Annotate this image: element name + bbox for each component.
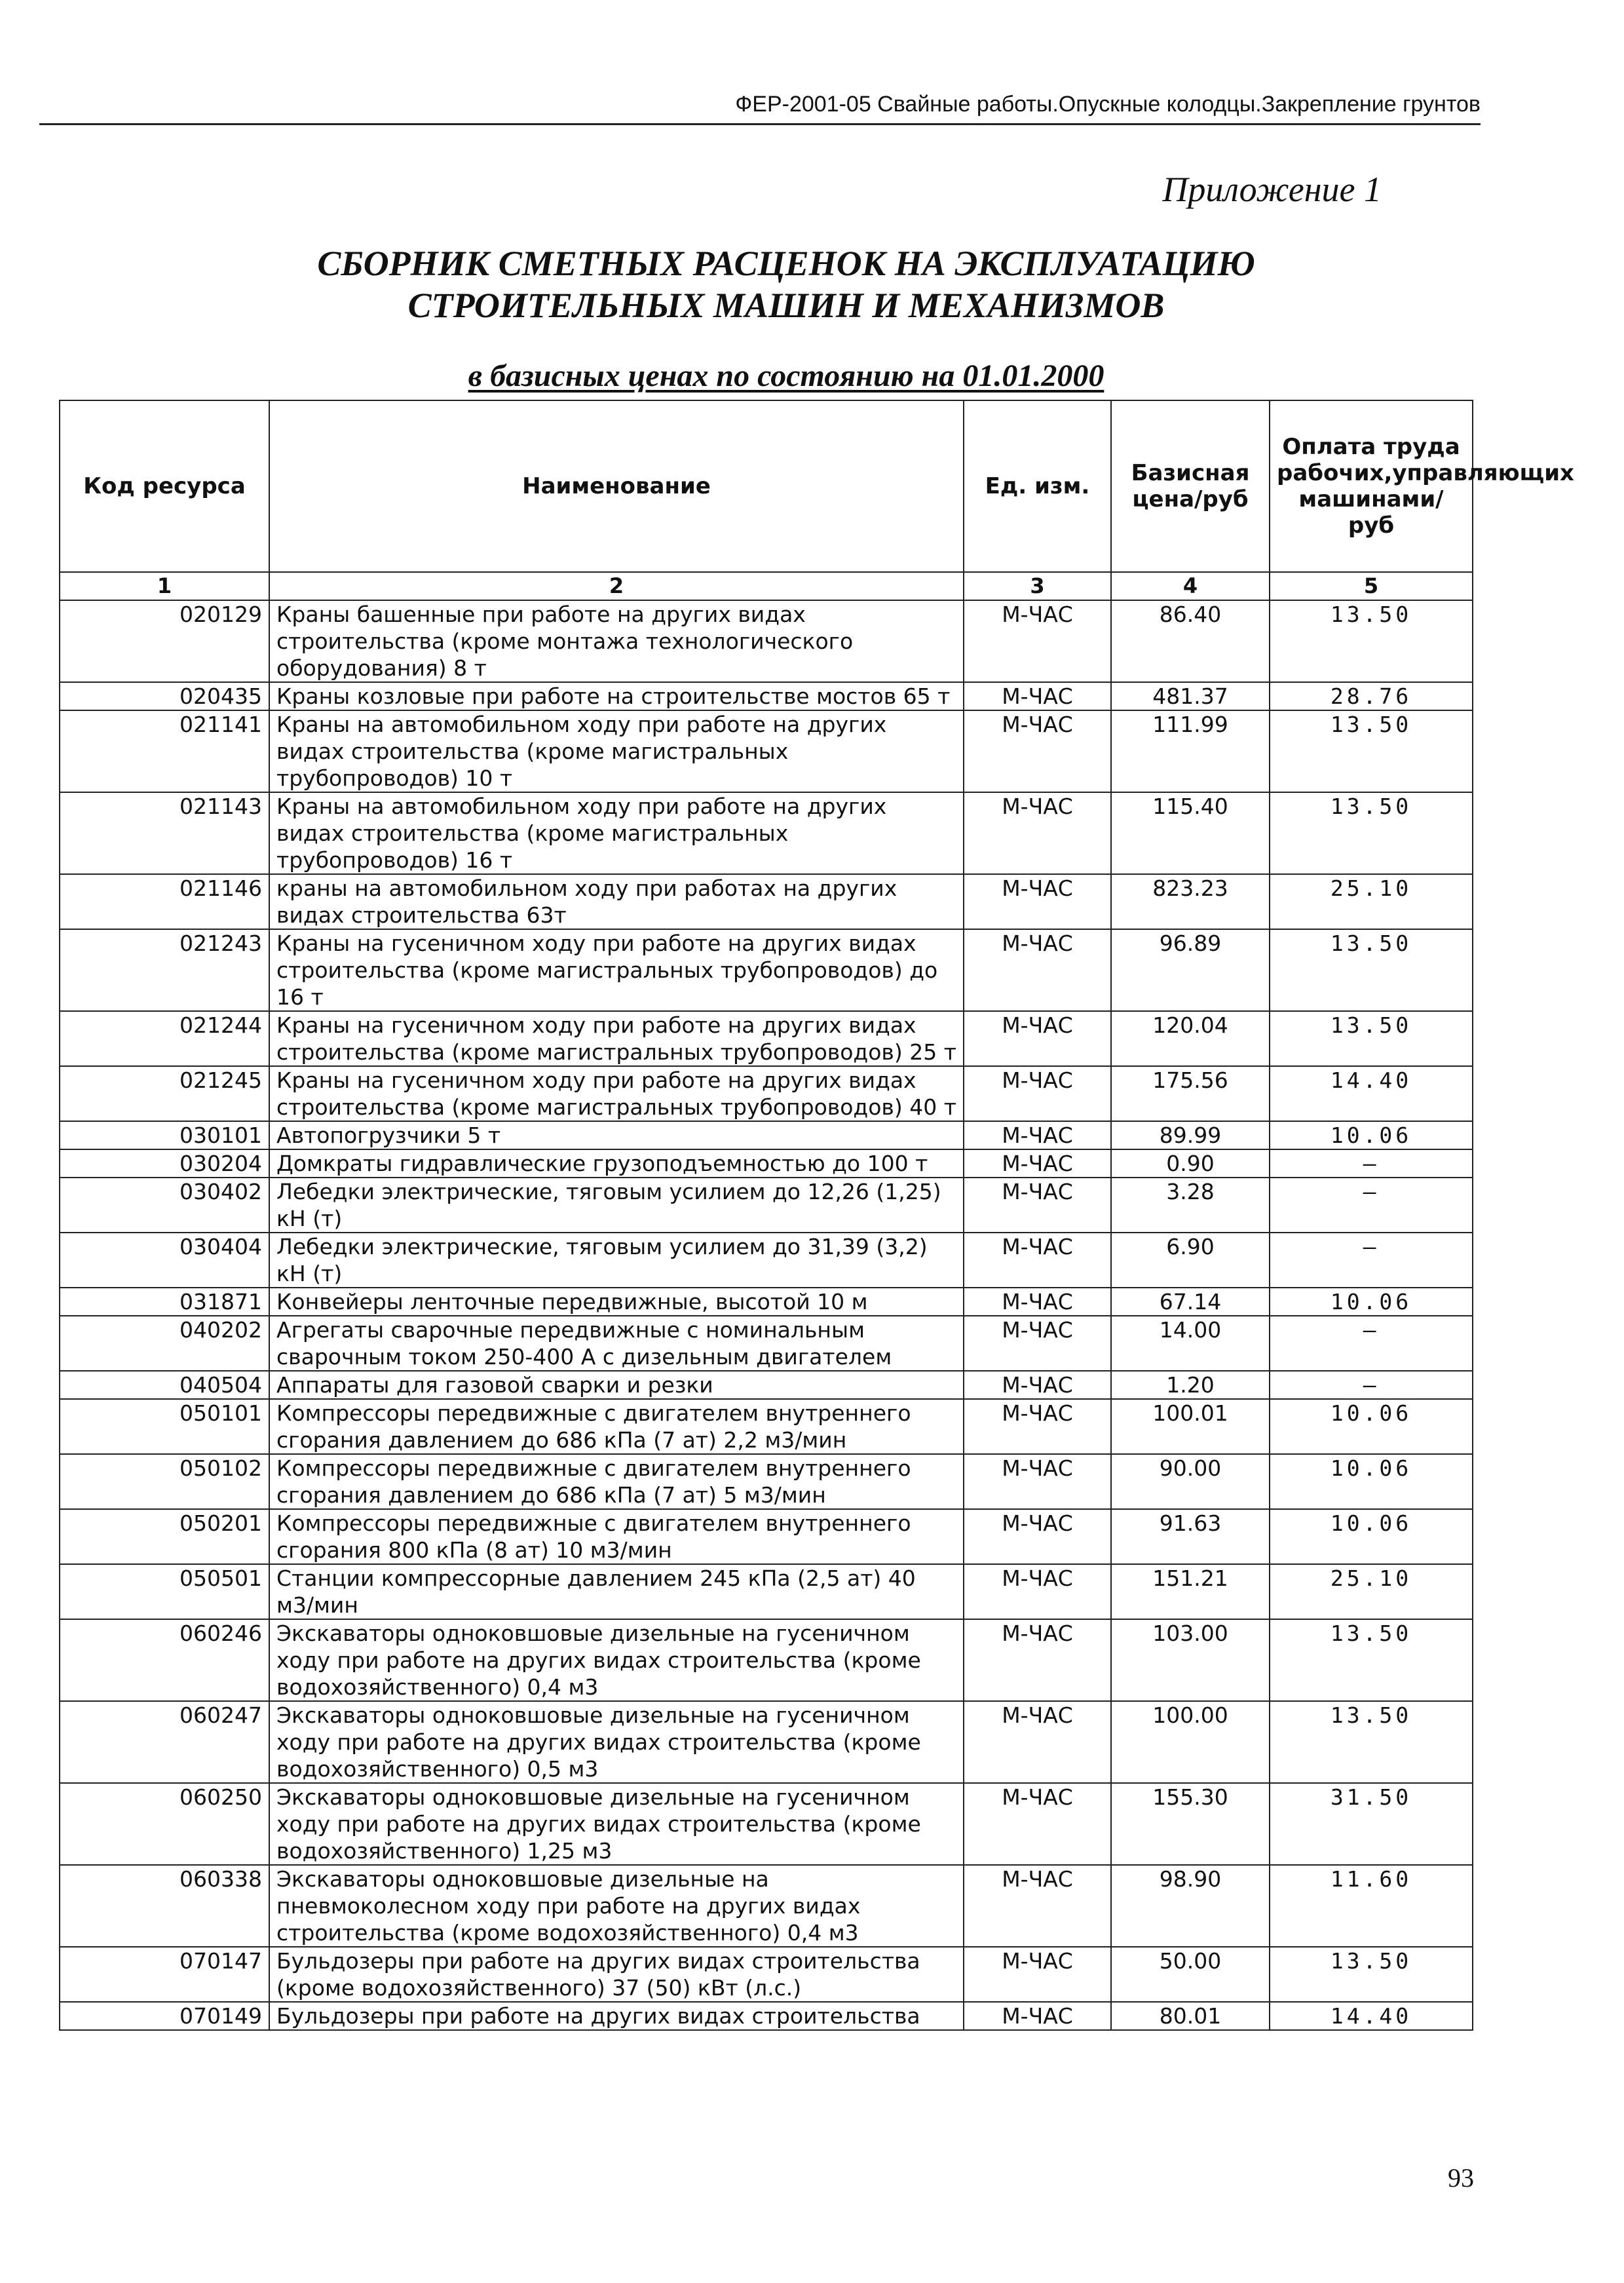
operator-wage: 14.40 (1270, 2002, 1473, 2030)
resource-name: Бульдозеры при работе на других видах строительства (кроме водохозяйственного) 37 (50) кВт (л.с.) (269, 1947, 964, 2002)
base-price: 103.00 (1111, 1619, 1270, 1701)
operator-wage: 13.50 (1270, 1947, 1473, 2002)
table-row (60, 1316, 1473, 1371)
base-price: 91.63 (1111, 1509, 1270, 1564)
operator-wage: 13.50 (1270, 1619, 1473, 1701)
resource-name: Экскаваторы одноковшовые дизельные на пневмоколесном ходу при работе на других видах строительства (кроме водохозяйственного) 0,4 м3 (269, 1865, 964, 1947)
resource-name: Краны козловые при работе на строительстве мостов 65 т (269, 682, 964, 710)
resource-name: краны на автомобильном ходу при работах на других видах строительства 63т (269, 874, 964, 929)
resource-name: Краны на автомобильном ходу при работе на других видах строительства (кроме магистральных трубопроводов) 10 т (269, 710, 964, 792)
unit-of-measure: М-ЧАС (964, 2002, 1111, 2030)
base-price: 3.28 (1111, 1178, 1270, 1233)
column-number: 3 (964, 572, 1111, 600)
resource-code: 030404 (60, 1233, 269, 1288)
unit-of-measure: М-ЧАС (964, 1149, 1111, 1178)
unit-of-measure: М-ЧАС (964, 1316, 1111, 1371)
resource-code: 030204 (60, 1149, 269, 1178)
resource-name: Компрессоры передвижные с двигателем внутреннего сгорания давлением до 686 кПа (7 ат) 5 м3/мин (269, 1454, 964, 1509)
unit-of-measure: М-ЧАС (964, 1564, 1111, 1619)
base-price: 100.00 (1111, 1701, 1270, 1783)
appendix-label: Приложение 1 (1162, 170, 1382, 209)
operator-wage: 10.06 (1270, 1288, 1473, 1316)
rates-table (59, 400, 1574, 2031)
table-row (60, 1288, 1473, 1316)
table-row (60, 1371, 1473, 1399)
base-price: 100.01 (1111, 1399, 1270, 1454)
base-price: 111.99 (1111, 710, 1270, 792)
unit-of-measure: М-ЧАС (964, 1509, 1111, 1564)
column-header-name: Наименование (269, 400, 964, 572)
column-number: 2 (269, 572, 964, 600)
resource-name: Лебедки электрические, тяговым усилием до 12,26 (1,25) кН (т) (269, 1178, 964, 1233)
resource-code: 030402 (60, 1178, 269, 1233)
unit-of-measure: М-ЧАС (964, 792, 1111, 874)
base-price: 98.90 (1111, 1865, 1270, 1947)
column-header-code: Код ресурса (60, 400, 269, 572)
unit-of-measure: М-ЧАС (964, 1783, 1111, 1865)
resource-name: Автопогрузчики 5 т (269, 1121, 964, 1149)
resource-name: Домкраты гидравлические грузоподъемностью до 100 т (269, 1149, 964, 1178)
operator-wage: 13.50 (1270, 792, 1473, 874)
unit-of-measure: М-ЧАС (964, 874, 1111, 929)
table-body (60, 600, 1473, 2030)
operator-wage: — (1270, 1233, 1473, 1288)
table-row (60, 1066, 1473, 1121)
base-price: 0.90 (1111, 1149, 1270, 1178)
base-price: 175.56 (1111, 1066, 1270, 1121)
resource-code: 021141 (60, 710, 269, 792)
unit-of-measure: М-ЧАС (964, 1178, 1111, 1233)
base-price: 120.04 (1111, 1011, 1270, 1066)
unit-of-measure: М-ЧАС (964, 1701, 1111, 1783)
table-row (60, 1509, 1473, 1564)
title-line-2: СТРОИТЕЛЬНЫХ МАШИН И МЕХАНИЗМОВ (407, 286, 1165, 325)
resource-name: Аппараты для газовой сварки и резки (269, 1371, 964, 1399)
table-row (60, 1564, 1473, 1619)
resource-code: 050201 (60, 1509, 269, 1564)
base-price: 6.90 (1111, 1233, 1270, 1288)
unit-of-measure: М-ЧАС (964, 1619, 1111, 1701)
resource-code: 070149 (60, 2002, 269, 2030)
document-title (197, 242, 1376, 326)
base-price: 86.40 (1111, 600, 1270, 682)
base-price: 151.21 (1111, 1564, 1270, 1619)
table-row (60, 1619, 1473, 1701)
operator-wage: 10.06 (1270, 1399, 1473, 1454)
resource-code: 060338 (60, 1865, 269, 1947)
column-header-unit: Ед. изм. (964, 400, 1111, 572)
unit-of-measure: М-ЧАС (964, 600, 1111, 682)
resource-code: 021146 (60, 874, 269, 929)
unit-of-measure: М-ЧАС (964, 710, 1111, 792)
table-row (60, 1947, 1473, 2002)
resource-name: Бульдозеры при работе на других видах строительства (269, 2002, 964, 2030)
unit-of-measure: М-ЧАС (964, 1066, 1111, 1121)
table-row (60, 874, 1473, 929)
table-row (60, 682, 1473, 710)
unit-of-measure: М-ЧАС (964, 1947, 1111, 2002)
unit-of-measure: М-ЧАС (964, 1233, 1111, 1288)
unit-of-measure: М-ЧАС (964, 1399, 1111, 1454)
unit-of-measure: М-ЧАС (964, 1371, 1111, 1399)
resource-name: Экскаваторы одноковшовые дизельные на гусеничном ходу при работе на других видах строительства (кроме водохозяйственного) 0,4 м3 (269, 1619, 964, 1701)
resource-name: Компрессоры передвижные с двигателем внутреннего сгорания давлением до 686 кПа (7 ат) 2,2 м3/мин (269, 1399, 964, 1454)
operator-wage: 28.76 (1270, 682, 1473, 710)
running-header: ФЕР-2001-05 Свайные работы.Опускные колодцы.Закрепление грунтов (735, 92, 1481, 117)
table-row (60, 792, 1473, 874)
table-row (60, 2002, 1473, 2030)
unit-of-measure: М-ЧАС (964, 682, 1111, 710)
resource-name: Экскаваторы одноковшовые дизельные на гусеничном ходу при работе на других видах строительства (кроме водохозяйственного) 1,25 м3 (269, 1783, 964, 1865)
table-row (60, 1121, 1473, 1149)
resource-code: 021143 (60, 792, 269, 874)
resource-name: Краны на гусеничном ходу при работе на других видах строительства (кроме магистральных трубопроводов) 25 т (269, 1011, 964, 1066)
table-row (60, 600, 1473, 682)
table-row (60, 1701, 1473, 1783)
resource-code: 050501 (60, 1564, 269, 1619)
resource-name: Краны на гусеничном ходу при работе на других видах строительства (кроме магистральных трубопроводов) 40 т (269, 1066, 964, 1121)
column-number: 4 (1111, 572, 1270, 600)
resource-code: 070147 (60, 1947, 269, 2002)
base-price: 67.14 (1111, 1288, 1270, 1316)
resource-code: 050102 (60, 1454, 269, 1509)
resource-name: Станции компрессорные давлением 245 кПа (2,5 ат) 40 м3/мин (269, 1564, 964, 1619)
unit-of-measure: М-ЧАС (964, 1011, 1111, 1066)
base-price: 89.99 (1111, 1121, 1270, 1149)
column-header-wage: Оплата труда рабочих,управляющих машинами/руб (1270, 400, 1473, 572)
column-header-price: Базисная цена/руб (1111, 400, 1270, 572)
resource-code: 021244 (60, 1011, 269, 1066)
table-row (60, 1454, 1473, 1509)
resource-name: Лебедки электрические, тяговым усилием до 31,39 (3,2) кН (т) (269, 1233, 964, 1288)
operator-wage: 25.10 (1270, 874, 1473, 929)
operator-wage: 10.06 (1270, 1454, 1473, 1509)
resource-code: 020129 (60, 600, 269, 682)
base-price: 115.40 (1111, 792, 1270, 874)
base-price: 80.01 (1111, 2002, 1270, 2030)
column-number: 1 (60, 572, 269, 600)
table-row (60, 710, 1473, 792)
title-line-1: СБОРНИК СМЕТНЫХ РАСЦЕНОК НА ЭКСПЛУАТАЦИЮ (317, 244, 1255, 283)
operator-wage: 14.40 (1270, 1066, 1473, 1121)
resource-name: Конвейеры ленточные передвижные, высотой 10 м (269, 1288, 964, 1316)
operator-wage: — (1270, 1371, 1473, 1399)
resource-code: 060246 (60, 1619, 269, 1701)
resource-code: 050101 (60, 1399, 269, 1454)
base-price: 50.00 (1111, 1947, 1270, 2002)
resource-code: 021243 (60, 929, 269, 1011)
column-number-row (60, 572, 1473, 600)
table-row (60, 1149, 1473, 1178)
column-number: 5 (1270, 572, 1473, 600)
resource-name: Экскаваторы одноковшовые дизельные на гусеничном ходу при работе на других видах строительства (кроме водохозяйственного) 0,5 м3 (269, 1701, 964, 1783)
unit-of-measure: М-ЧАС (964, 929, 1111, 1011)
base-price: 90.00 (1111, 1454, 1270, 1509)
base-price: 14.00 (1111, 1316, 1270, 1371)
base-price: 96.89 (1111, 929, 1270, 1011)
resource-code: 040504 (60, 1371, 269, 1399)
operator-wage: — (1270, 1149, 1473, 1178)
operator-wage: 11.60 (1270, 1865, 1473, 1947)
resource-code: 060247 (60, 1701, 269, 1783)
operator-wage: 10.06 (1270, 1509, 1473, 1564)
resource-name: Краны на гусеничном ходу при работе на других видах строительства (кроме магистральных трубопроводов) до 16 т (269, 929, 964, 1011)
header-rule (39, 123, 1481, 125)
table-row (60, 1233, 1473, 1288)
operator-wage: 25.10 (1270, 1564, 1473, 1619)
base-price: 155.30 (1111, 1783, 1270, 1865)
table-row (60, 1865, 1473, 1947)
resource-name: Краны на автомобильном ходу при работе на других видах строительства (кроме магистральных трубопроводов) 16 т (269, 792, 964, 874)
unit-of-measure: М-ЧАС (964, 1288, 1111, 1316)
resource-name: Агрегаты сварочные передвижные с номинальным сварочным током 250-400 А с дизельным двигателем (269, 1316, 964, 1371)
operator-wage: 13.50 (1270, 1701, 1473, 1783)
resource-code: 040202 (60, 1316, 269, 1371)
page-number: 93 (1448, 2163, 1474, 2193)
table-row (60, 929, 1473, 1011)
table-row (60, 1178, 1473, 1233)
document-subtitle: в базисных ценах по состоянию на 01.01.2000 (468, 358, 1105, 393)
resource-code: 030101 (60, 1121, 269, 1149)
base-price: 481.37 (1111, 682, 1270, 710)
table-row (60, 1399, 1473, 1454)
base-price: 823.23 (1111, 874, 1270, 929)
unit-of-measure: М-ЧАС (964, 1454, 1111, 1509)
table-header-row (60, 400, 1473, 572)
resource-name: Краны башенные при работе на других видах строительства (кроме монтажа технологического оборудования) 8 т (269, 600, 964, 682)
resource-code: 060250 (60, 1783, 269, 1865)
operator-wage: 10.06 (1270, 1121, 1473, 1149)
operator-wage: 31.50 (1270, 1783, 1473, 1865)
table-row (60, 1011, 1473, 1066)
resource-code: 031871 (60, 1288, 269, 1316)
resource-name: Компрессоры передвижные с двигателем внутреннего сгорания 800 кПа (8 ат) 10 м3/мин (269, 1509, 964, 1564)
resource-code: 020435 (60, 682, 269, 710)
unit-of-measure: М-ЧАС (964, 1865, 1111, 1947)
operator-wage: — (1270, 1178, 1473, 1233)
resource-code: 021245 (60, 1066, 269, 1121)
operator-wage: — (1270, 1316, 1473, 1371)
operator-wage: 13.50 (1270, 600, 1473, 682)
operator-wage: 13.50 (1270, 929, 1473, 1011)
operator-wage: 13.50 (1270, 710, 1473, 792)
table-row (60, 1783, 1473, 1865)
unit-of-measure: М-ЧАС (964, 1121, 1111, 1149)
operator-wage: 13.50 (1270, 1011, 1473, 1066)
base-price: 1.20 (1111, 1371, 1270, 1399)
